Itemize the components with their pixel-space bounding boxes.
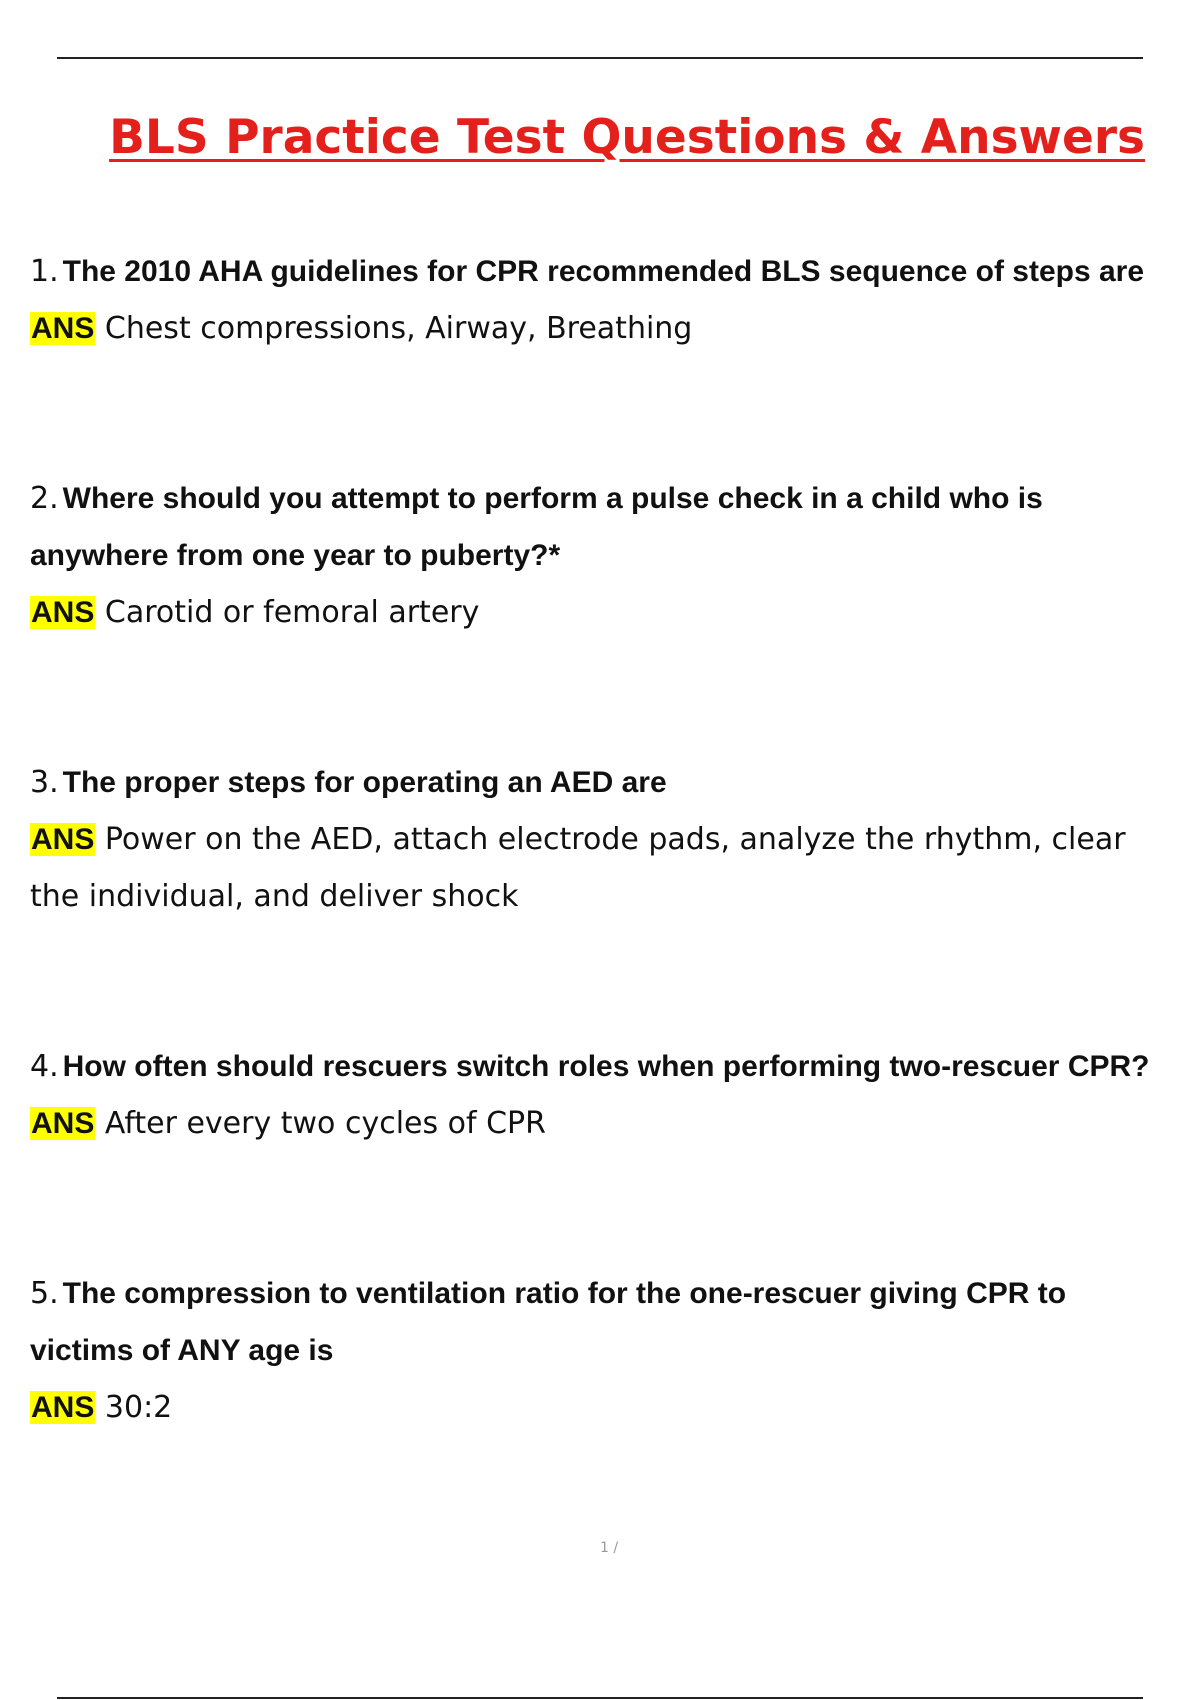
page-number: 1 / xyxy=(600,1540,619,1556)
answer-label: ANS xyxy=(31,312,95,345)
answer-text: Chest compressions, Airway, Breathing xyxy=(104,311,693,346)
top-rule xyxy=(57,57,1143,59)
question xyxy=(30,470,1160,584)
question-text: How often should rescuers switch roles when performing two-rescuer CPR? xyxy=(62,1050,1150,1083)
answer xyxy=(30,584,1160,641)
question xyxy=(30,1265,1160,1379)
answer xyxy=(30,811,1160,925)
qa-item xyxy=(30,1038,1160,1152)
question-number: 5. xyxy=(30,1276,59,1311)
qa-item xyxy=(30,243,1160,357)
qa-item xyxy=(30,1265,1160,1436)
answer-text: Power on the AED, attach electrode pads, analyze the rhythm, clear the individual, and deliver shock xyxy=(30,822,1126,914)
question-number: 1. xyxy=(30,254,59,289)
question-text: The proper steps for operating an AED are xyxy=(62,766,667,799)
answer xyxy=(30,1095,1160,1152)
answer-label: ANS xyxy=(31,1391,95,1424)
qa-item xyxy=(30,470,1160,641)
question xyxy=(30,754,1160,811)
answer xyxy=(30,300,1160,357)
answer xyxy=(30,1379,1160,1436)
question-text: The compression to ventilation ratio for the one-rescuer giving CPR to victims of ANY age is xyxy=(30,1277,1067,1367)
question-text: Where should you attempt to perform a pulse check in a child who is anywhere from one year to puberty?* xyxy=(30,482,1043,572)
question xyxy=(30,243,1160,300)
qa-item xyxy=(30,754,1160,925)
question-number: 2. xyxy=(30,481,59,516)
answer-text: After every two cycles of CPR xyxy=(104,1106,546,1141)
qa-list xyxy=(30,243,1160,1549)
answer-label: ANS xyxy=(31,1107,95,1140)
answer-label: ANS xyxy=(31,596,95,629)
answer-text: 30:2 xyxy=(104,1390,173,1425)
answer-text: Carotid or femoral artery xyxy=(104,595,480,630)
question-text: The 2010 AHA guidelines for CPR recommended BLS sequence of steps are xyxy=(62,255,1145,288)
bottom-rule xyxy=(57,1697,1143,1699)
question xyxy=(30,1038,1160,1095)
document-title: BLS Practice Test Questions & Answers xyxy=(109,110,1145,165)
answer-label: ANS xyxy=(31,823,95,856)
question-number: 4. xyxy=(30,1049,59,1084)
question-number: 3. xyxy=(30,765,59,800)
